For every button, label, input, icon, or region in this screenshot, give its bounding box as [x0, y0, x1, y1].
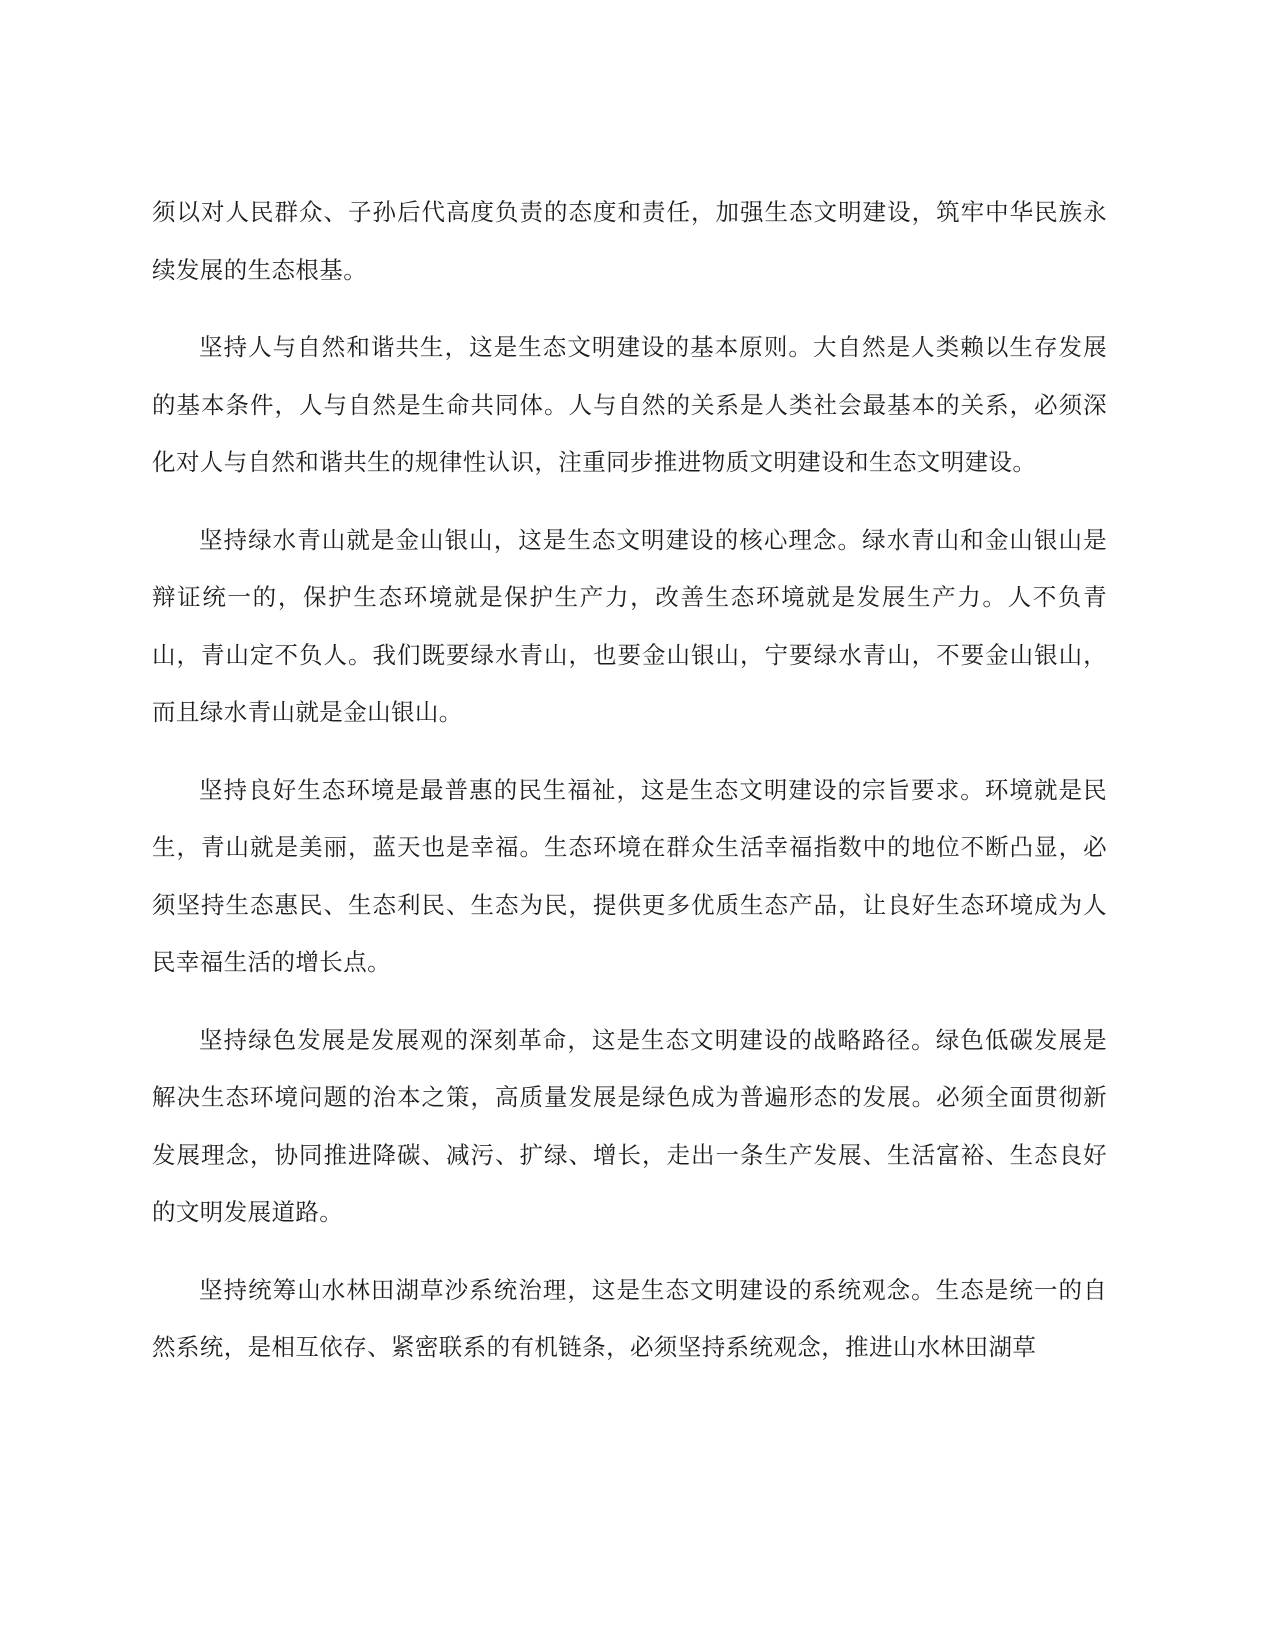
- document-body: [152, 184, 1107, 1397]
- paragraph-green-mountains: 坚持绿水青山就是金山银山，这是生态文明建设的核心理念。绿水青山和金山银山是辩证统一的，保护生态环境就是保护生产力，改善生态环境就是发展生产力。人不负青山，青山定不负人。我们既要绿水青山，也要金山银山，宁要绿水青山，不要金山银山，而且绿水青山就是金山银山。: [152, 525, 1107, 726]
- paragraph-green-development: 坚持绿色发展是发展观的深刻革命，这是生态文明建设的战略路径。绿色低碳发展是解决生态环境问题的治本之策，高质量发展是绿色成为普遍形态的发展。必须全面贯彻新发展理念，协同推进降碳、减污、扩绿、增长，走出一条生产发展、生活富裕、生态良好的文明发展道路。: [152, 1025, 1107, 1226]
- paragraph-system-governance: 坚持统筹山水林田湖草沙系统治理，这是生态文明建设的系统观念。生态是统一的自然系统，是相互依存、紧密联系的有机链条，必须坚持系统观念，推进山水林田湖草: [152, 1275, 1107, 1361]
- paragraph-people-wellbeing: 坚持良好生态环境是最普惠的民生福祉，这是生态文明建设的宗旨要求。环境就是民生，青山就是美丽，蓝天也是幸福。生态环境在群众生活幸福指数中的地位不断凸显，必须坚持生态惠民、生态利民、生态为民，提供更多优质生态产品，让良好生态环境成为人民幸福生活的增长点。: [152, 775, 1107, 976]
- paragraph-continuation: 须以对人民群众、子孙后代高度负责的态度和责任，加强生态文明建设，筑牢中华民族永续发展的生态根基。: [152, 198, 1107, 284]
- paragraph-harmony-with-nature: 坚持人与自然和谐共生，这是生态文明建设的基本原则。大自然是人类赖以生存发展的基本条件，人与自然是生命共同体。人与自然的关系是人类社会最基本的关系，必须深化对人与自然和谐共生的规律性认识，注重同步推进物质文明建设和生态文明建设。: [152, 333, 1107, 476]
